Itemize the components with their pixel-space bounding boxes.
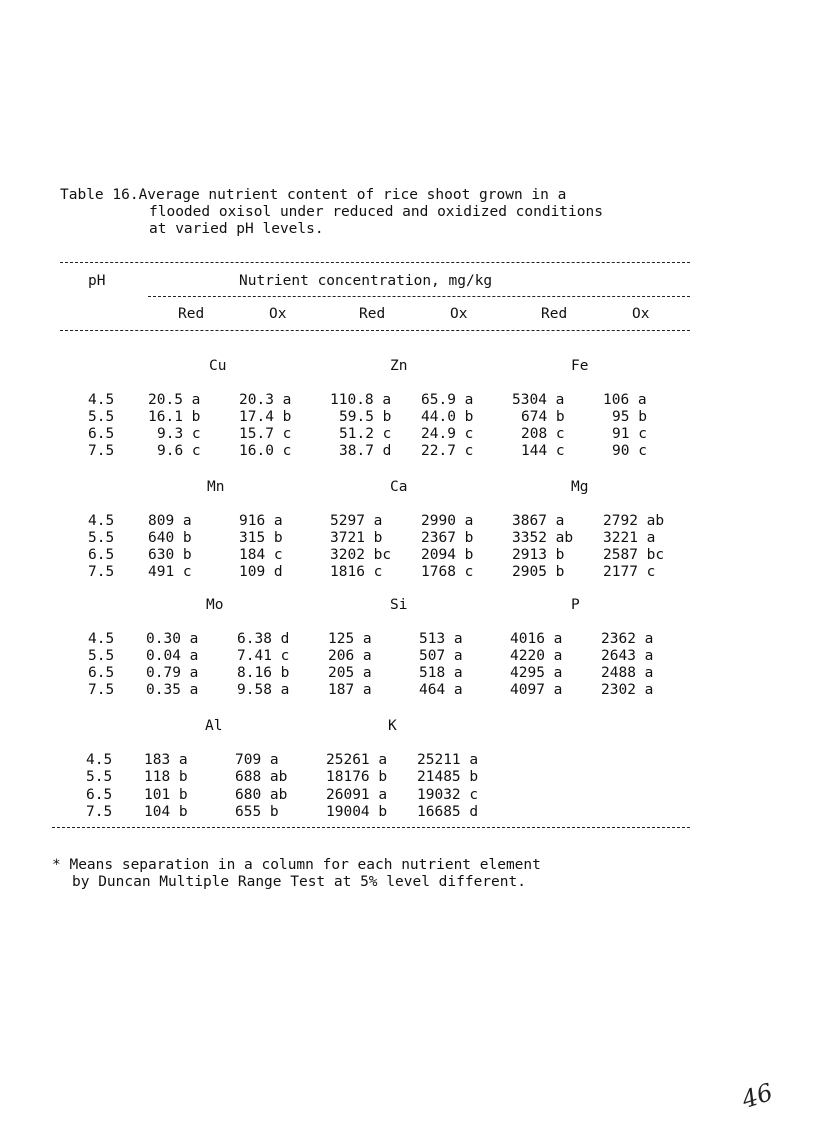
nutrient-label: P [571, 597, 580, 613]
table-cell: 65.9 a [421, 392, 474, 408]
nutrient-label: Zn [390, 358, 408, 374]
table-cell: 464 a [419, 682, 463, 698]
ph-cell: 4.5 [88, 392, 115, 408]
table-cell: 655 b [235, 804, 279, 820]
sub-header-ox-2: Ox [450, 306, 468, 322]
ph-cell: 6.5 [88, 547, 115, 563]
table-cell: 90 c [612, 443, 647, 459]
table-cell: 1816 c [330, 564, 383, 580]
spanning-header-rule [148, 296, 690, 297]
table-cell: 25211 a [417, 752, 479, 768]
table-cell: 95 b [612, 409, 647, 425]
table-cell: 7.41 c [237, 648, 290, 664]
table-cell: 8.16 b [237, 665, 290, 681]
sub-header-red-1: Red [178, 306, 205, 322]
ph-cell: 4.5 [88, 513, 115, 529]
ph-cell: 7.5 [86, 804, 113, 820]
table-cell: 2302 a [601, 682, 654, 698]
header-bottom-rule [60, 330, 690, 331]
table-cell: 0.30 a [146, 631, 199, 647]
ph-cell: 7.5 [88, 682, 115, 698]
table-cell: 206 a [328, 648, 372, 664]
table-cell: 2094 b [421, 547, 474, 563]
ph-cell: 6.5 [86, 787, 113, 803]
table-cell: 9.3 c [157, 426, 201, 442]
nutrient-label: Si [390, 597, 408, 613]
table-cell: 38.7 d [339, 443, 392, 459]
nutrient-label: Mo [206, 597, 224, 613]
table-cell: 315 b [239, 530, 283, 546]
table-cell: 1768 c [421, 564, 474, 580]
table-cell: 688 ab [235, 769, 288, 785]
table-cell: 2367 b [421, 530, 474, 546]
table-cell: 6.38 d [237, 631, 290, 647]
nutrient-label: Mn [207, 479, 225, 495]
table-cell: 3221 a [603, 530, 656, 546]
table-cell: 25261 a [326, 752, 388, 768]
table-cell: 709 a [235, 752, 279, 768]
table-cell: 3202 bc [330, 547, 392, 563]
sub-header-ox-1: Ox [269, 306, 287, 322]
ph-cell: 5.5 [88, 530, 115, 546]
table-cell: 916 a [239, 513, 283, 529]
table-cell: 2587 bc [603, 547, 665, 563]
table-cell: 44.0 b [421, 409, 474, 425]
ph-cell: 4.5 [86, 752, 113, 768]
table-cell: 110.8 a [330, 392, 392, 408]
table-cell: 674 b [521, 409, 565, 425]
table-cell: 144 c [521, 443, 565, 459]
table-cell: 106 a [603, 392, 647, 408]
table-cell: 0.79 a [146, 665, 199, 681]
table-cell: 205 a [328, 665, 372, 681]
table-cell: 16.1 b [148, 409, 201, 425]
sub-header-red-3: Red [541, 306, 568, 322]
table-cell: 184 c [239, 547, 283, 563]
table-cell: 16.0 c [239, 443, 292, 459]
table-cell: 0.35 a [146, 682, 199, 698]
table-cell: 2913 b [512, 547, 565, 563]
table-cell: 2643 a [601, 648, 654, 664]
sub-header-red-2: Red [359, 306, 386, 322]
table-cell: 26091 a [326, 787, 388, 803]
table-cell: 3867 a [512, 513, 565, 529]
table-cell: 9.58 a [237, 682, 290, 698]
footnote-line-2: by Duncan Multiple Range Test at 5% level different. [72, 874, 526, 890]
table-caption-line-1: Table 16.Average nutrient content of rice shoot grown in a [60, 187, 567, 203]
ph-cell: 7.5 [88, 564, 115, 580]
table-cell: 2990 a [421, 513, 474, 529]
nutrient-label: Cu [209, 358, 227, 374]
table-cell: 491 c [148, 564, 192, 580]
table-cell: 4097 a [510, 682, 563, 698]
table-cell: 24.9 c [421, 426, 474, 442]
table-cell: 19032 c [417, 787, 479, 803]
footnote-line-1: * Means separation in a column for each nutrient element [52, 857, 541, 873]
table-cell: 640 b [148, 530, 192, 546]
nutrient-label: Mg [571, 479, 589, 495]
table-cell: 3352 ab [512, 530, 574, 546]
ph-cell: 5.5 [88, 648, 115, 664]
table-cell: 2792 ab [603, 513, 665, 529]
table-cell: 208 c [521, 426, 565, 442]
sub-header-ox-3: Ox [632, 306, 650, 322]
table-caption-line-3: at varied pH levels. [149, 221, 324, 237]
table-cell: 22.7 c [421, 443, 474, 459]
table-cell: 109 d [239, 564, 283, 580]
table-cell: 183 a [144, 752, 188, 768]
table-cell: 17.4 b [239, 409, 292, 425]
table-cell: 4016 a [510, 631, 563, 647]
ph-cell: 7.5 [88, 443, 115, 459]
table-cell: 18176 b [326, 769, 388, 785]
nutrient-label: Al [205, 718, 223, 734]
table-cell: 101 b [144, 787, 188, 803]
table-cell: 187 a [328, 682, 372, 698]
table-cell: 20.3 a [239, 392, 292, 408]
ph-column-header: pH [88, 273, 106, 289]
table-cell: 5297 a [330, 513, 383, 529]
bottom-rule [52, 827, 690, 828]
table-cell: 9.6 c [157, 443, 201, 459]
table-cell: 2488 a [601, 665, 654, 681]
table-cell: 513 a [419, 631, 463, 647]
table-cell: 507 a [419, 648, 463, 664]
table-cell: 4295 a [510, 665, 563, 681]
table-cell: 51.2 c [339, 426, 392, 442]
top-rule [60, 262, 690, 263]
table-cell: 4220 a [510, 648, 563, 664]
table-cell: 2905 b [512, 564, 565, 580]
table-cell: 680 ab [235, 787, 288, 803]
table-cell: 19004 b [326, 804, 388, 820]
table-caption-line-2: flooded oxisol under reduced and oxidized conditions [149, 204, 603, 220]
table-cell: 0.04 a [146, 648, 199, 664]
table-cell: 20.5 a [148, 392, 201, 408]
table-cell: 2362 a [601, 631, 654, 647]
ph-cell: 4.5 [88, 631, 115, 647]
table-cell: 91 c [612, 426, 647, 442]
table-cell: 3721 b [330, 530, 383, 546]
table-cell: 809 a [148, 513, 192, 529]
ph-cell: 6.5 [88, 426, 115, 442]
table-cell: 125 a [328, 631, 372, 647]
nutrient-label: Fe [571, 358, 589, 374]
table-cell: 104 b [144, 804, 188, 820]
table-cell: 518 a [419, 665, 463, 681]
ph-cell: 5.5 [86, 769, 113, 785]
table-cell: 59.5 b [339, 409, 392, 425]
table-cell: 630 b [148, 547, 192, 563]
spanning-header: Nutrient concentration, mg/kg [239, 273, 493, 289]
ph-cell: 5.5 [88, 409, 115, 425]
table-cell: 16685 d [417, 804, 479, 820]
ph-cell: 6.5 [88, 665, 115, 681]
table-cell: 21485 b [417, 769, 479, 785]
table-cell: 15.7 c [239, 426, 292, 442]
nutrient-label: K [388, 718, 397, 734]
table-cell: 5304 a [512, 392, 565, 408]
table-cell: 2177 c [603, 564, 656, 580]
handwritten-page-number: 46 [738, 1077, 777, 1115]
nutrient-label: Ca [390, 479, 408, 495]
table-cell: 118 b [144, 769, 188, 785]
